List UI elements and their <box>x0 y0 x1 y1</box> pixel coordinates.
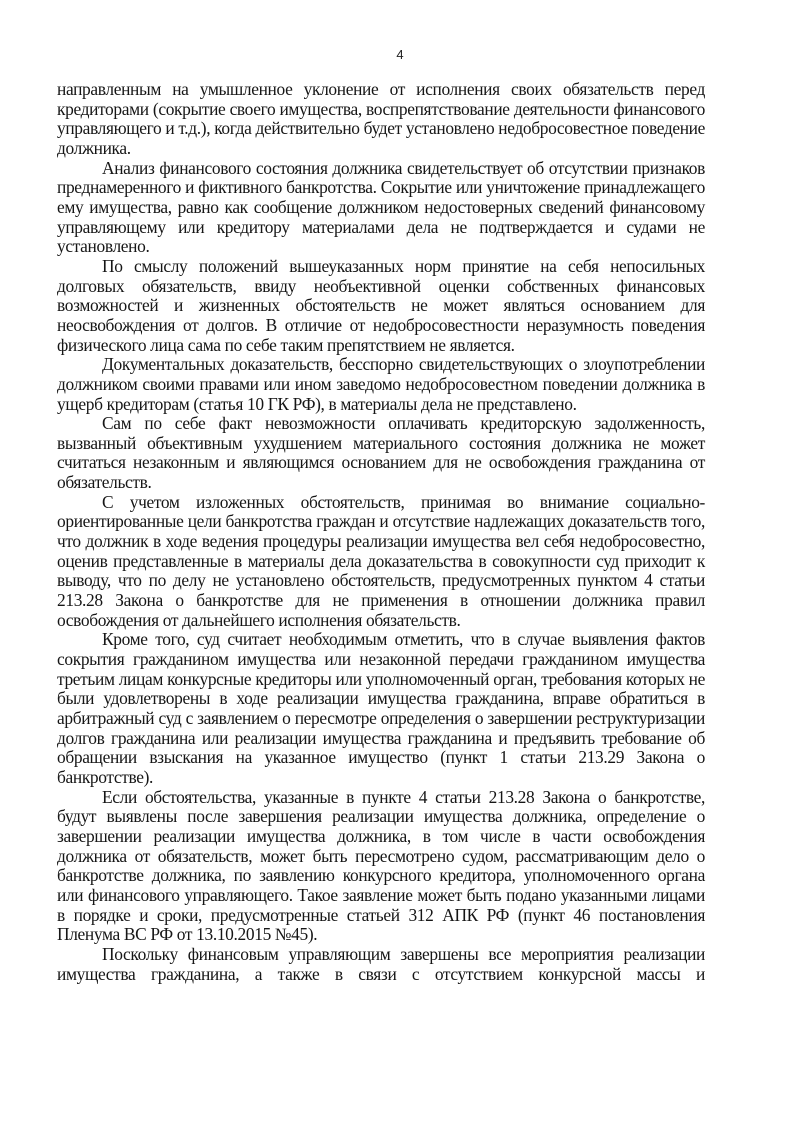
paragraph-3: По смыслу положений вышеуказанных норм принятие на себя непосильных долговых обязательств, ввиду необъективной оценки собственных финансовых возможностей и жизненных обстоятельств не может являться основанием для неосвобождения от долгов. В отличие от недобросовестности неразумность поведения физического лица сама по себе таким препятствием не является. <box>57 255 705 355</box>
paragraph-2: Анализ финансового состояния должника свидетельствует об отсутствии признаков преднамеренного и фиктивного банкротства. Сокрытие или уничтожение принадлежащего ему имущества, равно как сообщение должником недостоверных сведений финансовому управляющему или кредитору материалами дела не подтверждается и судами не установлено. <box>57 157 705 257</box>
paragraph-5: Сам по себе факт невозможности оплачивать кредиторскую задолженность, вызванный объективным ухудшением материального состояния должника не может считаться незаконным и являющимся основанием для не освобождения гражданина от обязательств. <box>57 413 705 493</box>
paragraph-8: Если обстоятельства, указанные в пункте 4 статьи 213.28 Закона о банкротстве, будут выявлены после завершения реализации имущества должника, определение о завершении реализации имущества должника, в том числе в части освобождения должника от обязательств, может быть пересмотрено судом, рассматривающим дело о банкротстве должника, по заявлению конкурсного кредитора, уполномоченного органа или финансового управляющего. Такое заявление может быть подано указанными лицами в порядке и сроки, предусмотренные статьей 312 АПК РФ (пункт 46 постановления Пленума ВС РФ от 13.10.2015 №45). <box>57 786 705 945</box>
paragraph-7: Кроме того, суд считает необходимым отметить, что в случае выявления фактов сокрытия гражданином имущества или незаконной передачи гражданином имущества третьим лицам конкурсные кредиторы или уполномоченный орган, требования которых не были удовлетворены в ходе реализации имущества гражданина, вправе обратиться в арбитражный суд с заявлением о пересмотре определения о завершении реструктуризации долгов гражданина или реализации имущества гражданина и предъявить требование об обращении взыскания на указанное имущество (пункт 1 статьи 213.29 Закона о банкротстве). <box>57 629 705 787</box>
paragraph-4: Документальных доказательств, бесспорно свидетельствующих о злоупотреблении должником своими правами или ином заведомо недобросовестном поведении должника в ущерб кредиторам (статья 10 ГК РФ), в материалы дела не представлено. <box>57 354 705 414</box>
paragraph-6: С учетом изложенных обстоятельств, принимая во внимание социально-ориентированные цели банкротства граждан и отсутствие надлежащих доказательств того, что должник в ходе ведения процедуры реализации имущества вел себя недобросовестно, оценив представленные в материалы дела доказательства в совокупности суд приходит к выводу, что по делу не установлено обстоятельств, предусмотренных пунктом 4 статьи 213.28 Закона о банкротстве для не применения в отношении должника правил освобождения от дальнейшего исполнения обязательств. <box>57 491 705 630</box>
paragraph-9: Поскольку финансовым управляющим завершены все мероприятия реализации имущества гражданина, а также в связи с отсутствием конкурсной массы и <box>57 943 705 984</box>
document-body <box>57 80 705 984</box>
page-number: 4 <box>396 47 404 62</box>
paragraph-1: направленным на умышленное уклонение от исполнения своих обязательств перед кредиторами (сокрытие своего имущества, воспрепятствование деятельности финансового управляющего и т.д.), когда действительно будет установлено недобросовестное поведение должника. <box>57 79 705 158</box>
